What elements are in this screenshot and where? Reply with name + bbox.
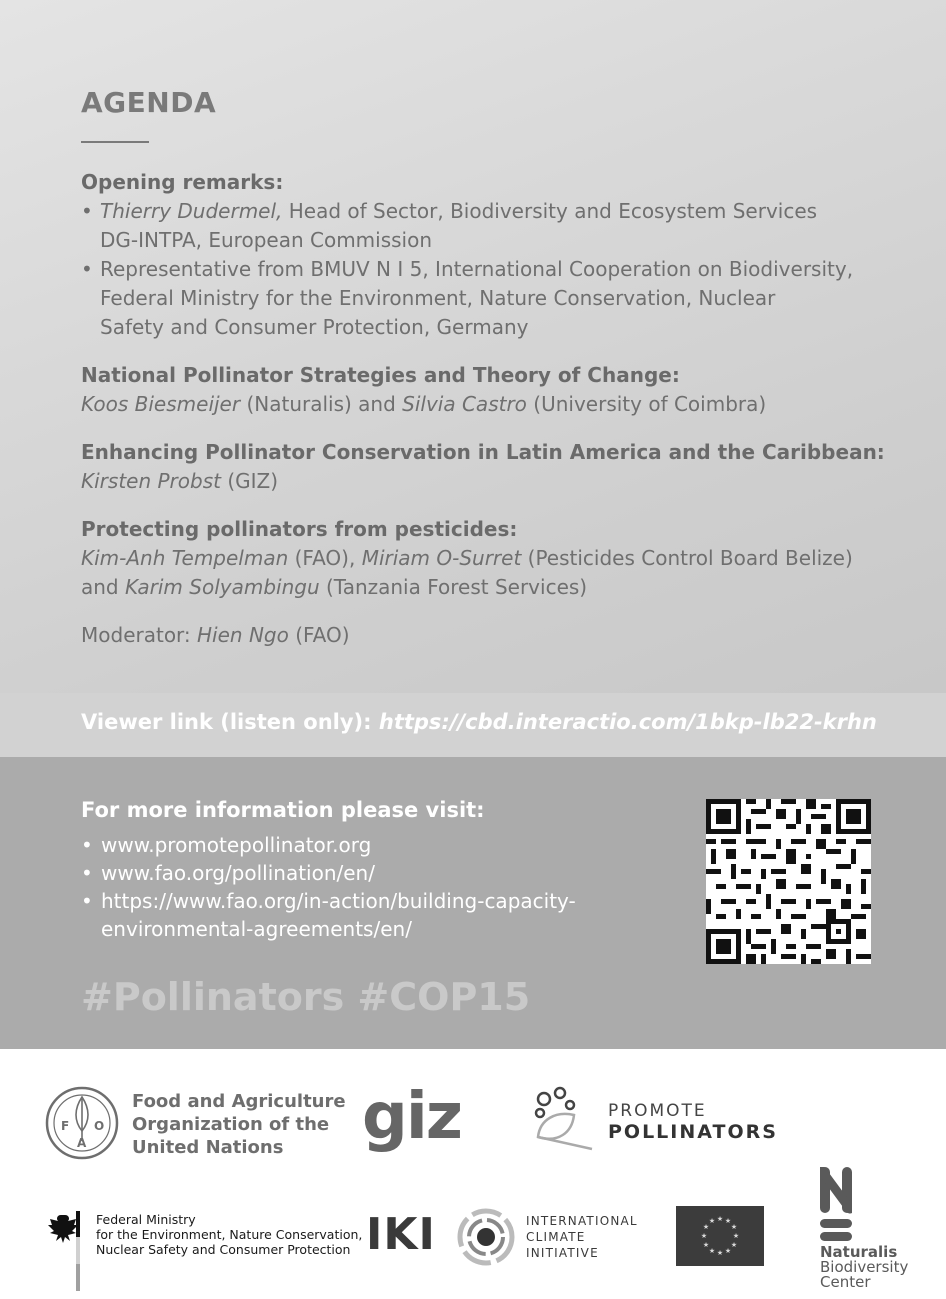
info-link-fao-pollination[interactable]: • www.fao.org/pollination/en/ xyxy=(81,859,641,887)
speaker-org: (University of Coimbra) xyxy=(526,392,767,416)
svg-text:★: ★ xyxy=(724,1247,732,1255)
iki-circle-icon xyxy=(456,1207,516,1271)
opening-remarks xyxy=(81,168,901,342)
info-heading: For more information please visit: xyxy=(81,798,485,822)
agenda-content xyxy=(81,168,901,650)
speaker-org: (GIZ) xyxy=(220,469,279,493)
list-item xyxy=(81,197,901,255)
session-latin-america xyxy=(81,438,901,496)
speaker-name: Silvia Castro xyxy=(402,392,527,416)
eu-flag-icon xyxy=(676,1206,764,1270)
opening-heading: Opening remarks: xyxy=(81,170,284,194)
svg-text:★: ★ xyxy=(708,1247,716,1255)
svg-text:★: ★ xyxy=(702,1223,710,1231)
bmu-line: Federal Ministry xyxy=(96,1212,196,1227)
moderator-org: (FAO) xyxy=(288,623,350,647)
svg-text:★: ★ xyxy=(700,1232,708,1240)
bmu-line: for the Environment, Nature Conservation, xyxy=(96,1227,363,1242)
svg-text:A: A xyxy=(77,1136,87,1150)
speaker-org: DG-INTPA, European Commission xyxy=(100,228,433,252)
info-link-fao-capacity[interactable] xyxy=(81,887,641,943)
viewer-url-link[interactable]: https://cbd.interactio.com/1bkp-lb22-krhn xyxy=(378,710,877,734)
svg-text:★: ★ xyxy=(716,1249,724,1257)
german-eagle-icon xyxy=(46,1211,80,1295)
agenda-title: AGENDA xyxy=(81,86,217,119)
session-speakers xyxy=(81,544,901,602)
speaker-org: (Tanzania Forest Services) xyxy=(319,575,588,599)
fao-line: United Nations xyxy=(132,1137,284,1158)
session-heading: Protecting pollinators from pesticides: xyxy=(81,517,518,541)
info-link-promote[interactable]: • www.promotepollinator.org xyxy=(81,831,641,859)
info-links xyxy=(81,831,641,943)
speaker-org: (Pesticides Control Board Belize) xyxy=(521,546,853,570)
svg-text:★: ★ xyxy=(716,1215,724,1223)
speaker-org: (Naturalis) and xyxy=(240,392,403,416)
session-pesticides xyxy=(81,515,901,602)
svg-text:★: ★ xyxy=(702,1241,710,1249)
naturalis-line: Naturalis xyxy=(820,1243,898,1261)
session-speakers xyxy=(81,467,901,496)
speaker-line: Representative from BMUV N I 5, International Cooperation on Biodiversity, xyxy=(100,257,854,281)
qr-code-graphic xyxy=(706,799,871,964)
speaker-name: Miriam O-Surret xyxy=(361,546,522,570)
session-heading: National Pollinator Strategies and Theory of Change: xyxy=(81,363,680,387)
list-item xyxy=(81,255,901,342)
iki-logo-text xyxy=(526,1213,638,1261)
iki-line: CLIMATE xyxy=(526,1230,586,1244)
naturalis-n-icon xyxy=(820,1167,852,1247)
giz-logo: giz xyxy=(362,1080,461,1154)
conjunction: and xyxy=(81,575,125,599)
hashtags: #Pollinators #COP15 xyxy=(81,975,531,1019)
speaker-name: Karim Solyambingu xyxy=(124,575,320,599)
promote-pollinators-leaf-icon xyxy=(530,1085,600,1159)
speaker-name: Kim-Anh Tempelman xyxy=(81,546,289,570)
svg-text:F: F xyxy=(61,1119,70,1133)
qr-code[interactable] xyxy=(706,799,871,964)
svg-text:★: ★ xyxy=(732,1232,740,1240)
speaker-line: Safety and Consumer Protection, Germany xyxy=(100,315,529,339)
svg-text:★: ★ xyxy=(724,1217,732,1225)
bmu-line: Nuclear Safety and Consumer Protection xyxy=(96,1242,351,1257)
fao-logo-text xyxy=(132,1090,346,1159)
naturalis-line: Center xyxy=(820,1273,871,1291)
moderator-label: Moderator: xyxy=(81,623,198,647)
title-underline xyxy=(81,141,149,143)
fao-line: Food and Agriculture xyxy=(132,1091,346,1112)
iki-line: INITIATIVE xyxy=(526,1246,599,1260)
session-heading: Enhancing Pollinator Conservation in Latin America and the Caribbean: xyxy=(81,440,885,464)
viewer-bar xyxy=(0,693,946,757)
moderator xyxy=(81,621,901,650)
speaker-name: Kirsten Probst xyxy=(81,469,221,493)
speaker-name: Koos Biesmeijer xyxy=(81,392,241,416)
link-line: environmental-agreements/en/ xyxy=(101,917,412,941)
speaker-name: Thierry Dudermel, xyxy=(100,199,283,223)
opening-speakers xyxy=(81,197,901,342)
session-speakers xyxy=(81,390,901,419)
speaker-role: Head of Sector, Biodiversity and Ecosystem Services xyxy=(282,199,818,223)
fao-emblem-icon xyxy=(44,1085,120,1165)
svg-text:O: O xyxy=(94,1119,105,1133)
promote-pollinators-text xyxy=(608,1101,778,1143)
viewer-link-row xyxy=(81,710,877,734)
promote-line: PROMOTE xyxy=(608,1101,707,1121)
moderator-name: Hien Ngo xyxy=(197,623,289,647)
partner-logos xyxy=(0,1049,946,1299)
info-section xyxy=(0,757,946,1049)
pollinators-line: POLLINATORS xyxy=(608,1121,778,1143)
iki-logo-mark: IKI xyxy=(366,1209,436,1260)
session-strategies xyxy=(81,361,901,419)
speaker-org: (FAO), xyxy=(288,546,362,570)
viewer-label: Viewer link (listen only): xyxy=(81,710,379,734)
svg-text:★: ★ xyxy=(730,1223,738,1231)
svg-text:★: ★ xyxy=(730,1241,738,1249)
bmu-logo-text xyxy=(96,1212,362,1257)
svg-text:★: ★ xyxy=(708,1217,716,1225)
fao-line: Organization of the xyxy=(132,1114,330,1135)
iki-line: INTERNATIONAL xyxy=(526,1214,638,1228)
link-line: https://www.fao.org/in-action/building-capacity- xyxy=(101,889,576,913)
naturalis-logo-text xyxy=(820,1245,908,1290)
speaker-line: Federal Ministry for the Environment, Nature Conservation, Nuclear xyxy=(100,286,776,310)
naturalis-line: Biodiversity xyxy=(820,1258,909,1276)
